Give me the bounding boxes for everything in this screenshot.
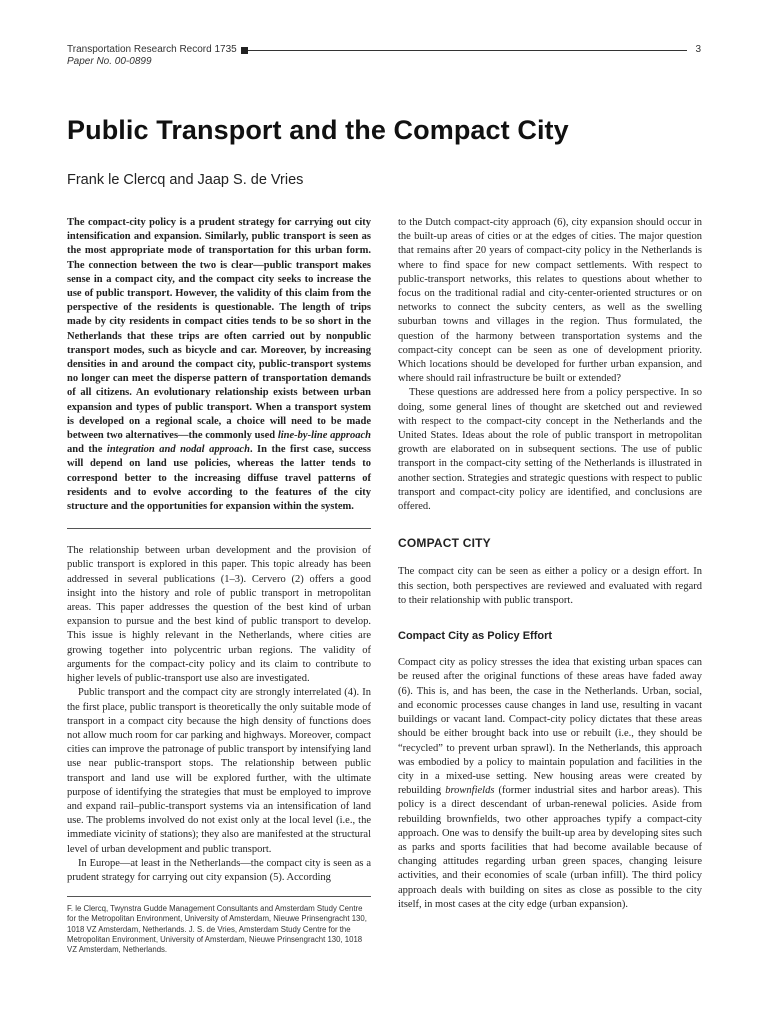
body-emphasis: brownfields: [445, 785, 495, 797]
header-rule: [248, 50, 688, 51]
journal-name: Transportation Research Record 1735: [67, 44, 237, 55]
abstract-emphasis: integration and nodal approach: [106, 444, 250, 456]
running-head: [67, 44, 701, 68]
abstract: [67, 216, 371, 514]
abstract-emphasis: line-by-line approach: [277, 430, 371, 442]
body-paragraph: These questions are addressed here from a policy perspective. In so doing, some general lines of thought are sketched out and reviewed with respect to the compact-city concept in the Netherlands and the United States. Ideas about the role of public transport in metropolitan growth are elaborated on in subsequent sections. The use of public transport in the compact-city setting of the Netherlands is illustrated in another section. Strategies and strategic questions with respect to public transport and compact-city policy are identified, and conclusions are offered.: [398, 387, 702, 513]
running-head-top-line: [67, 44, 701, 56]
subsection-heading: Compact City as Policy Effort: [398, 630, 553, 643]
body-paragraph: Public transport and the compact city are strongly interrelated (4). In the first place, public transport is theoretically the only suitable mode of transport in a compact city because the high density of functions does not allow much room for car parking and highways. Moreover, compact cities can improve the patronage of public transport by intensifying land use near public-transport stops. The relationship between public transport and land use will be explored further, with the ultimate purpose of identifying the strategies that must be employed to improve and expand rail–public-transport systems via an intensification of land use. The problems involved do not exist only at the local level (i.e., the immediate vicinity of stations); they also are manifested at the structural level of urban development and public transport.: [67, 687, 371, 855]
body-paragraph: The compact city can be seen as either a policy or a design effort. In this section, both perspectives are reviewed and evaluated with regard to their relationship with public transport.: [398, 566, 702, 606]
footnote-text: F. le Clercq, Twynstra Gudde Management Consultants and Amsterdam Study Centre for the Metropolitan Environment, University of Amsterdam, Nieuwe Prinsengracht 130, 1018 VZ Amsterdam, Netherlands. J. S. de Vries, Amsterdam Study Centre for the Metropolitan Environment, University of Amsterdam, Nieuwe Prinsengracht 130, 1018 VZ Amsterdam, Netherlands.: [67, 904, 367, 954]
paper-number: Paper No. 00-0899: [67, 56, 152, 67]
footnote-rule: [67, 896, 371, 897]
body-text: Compact city as policy stresses the idea that existing urban spaces can be reused after the original functions of these areas have faded away (6). This is, and has been, the case in the Netherlands. Urban, social, and economic processes cause changes in land use, resulting in vacant buildings or vacant land. Compact-city policy dictates that these areas should be either brought back into use or rebuilt (i.e., they should be “recycled” to prevent urban sprawl). In the Netherlands, this approach was embodied by a policy to maintain population and facilities in the city in a mixed-use setting. New housing areas were created by rebuilding: [398, 657, 702, 797]
article-title: Public Transport and the Compact City: [67, 115, 569, 145]
square-bullet-icon: [241, 47, 248, 54]
abstract-text: and the: [67, 444, 107, 456]
abstract-text: The compact-city policy is a prudent strategy for carrying out city intensification and expansion. Similarly, public transport is seen as the most appropriate mode of transportation for this urban form. The connection between the two is clear—public transport makes sense in a compact city, and the compact city seeks to increase the use of public transport. However, the validity of this claim from the perspective of the residents is questionable. The length of trips made by city residents in compact cities tends to be so short in the Netherlands that these trips are often carried out by nonpublic transport modes, such as bicycle and car. Moreover, by increasing densities in and around the compact city, public-transport systems no longer can meet the disperse pattern of transportation demands of all citizens. An evolutionary relationship exists between urban expansion and types of public transport. When a transport system is developed on a regional scale, a choice will need to be made between two alternatives—the commonly used: [67, 217, 371, 442]
abstract-separator-rule: [67, 528, 371, 529]
body-text: (former industrial sites and harbor areas). This policy is a direct descendant of urban-renewal policies. Aside from rebuilding brownfields, two other approaches typify a compact-city approach. One was to densify the built-up area by developing sites such as parks and sports facilities that had become available because of changing attitudes regarding urban green spaces, changing leisure activities, and their economies of scale (urban infill). The third policy approach deals with building on sites as close as possible to the city itself, in most cases at the city edge (urban expansion).: [398, 785, 702, 910]
body-paragraph: to the Dutch compact-city approach (6), city expansion should occur in the built-up areas of cities or at the edges of cities. The major question that remains after 20 years of compact-city policy in the Netherlands is where to find space for new compact settlements. With respect to public-transport networks, this relates to questions about whether to focus on the traditional radial and city-center-oriented structures or on networks to connect the subcity centers, as well as the swelling suburban towns and villages in the region. Thus formulated, the question of the harmony between transportation systems and the compact-city concept can be seen as one of development priority. Which locations should be developed for further urban expansion, and where should rail infrastructure be built or extended?: [398, 217, 702, 385]
body-text-left: [67, 544, 371, 885]
article-authors: Frank le Clercq and Jaap S. de Vries: [67, 172, 304, 188]
abstract-text: . In the first case, success will depend on land use policies, whereas the latter tends to correspond better to the increasing diffuse travel patterns of residents and to evolve according to the features of the city structure and the opportunities for expansion within the system.: [67, 444, 371, 513]
page-number: 3: [695, 44, 701, 55]
section-heading: COMPACT CITY: [398, 536, 491, 551]
right-column: [398, 216, 702, 912]
left-column: [67, 216, 371, 955]
author-affiliation-footnote: [67, 904, 371, 955]
body-paragraph: In Europe—at least in the Netherlands—the compact city is seen as a prudent strategy for carrying out city expansion (5). According: [67, 857, 371, 883]
abstract-paragraph: [67, 216, 371, 514]
body-paragraph: [398, 656, 702, 912]
body-paragraph: The relationship between urban development and the provision of public transport is explored in this paper. This topic already has been addressed in several publications (1–3). Cervero (2) offers a good insight into the history and role of public transport in metropolitan areas. This paper addresses the question of the best kind of urban expansion to pursue and the best kind of public transport to develop. This issue is highly relevant in the Netherlands, where cities are growing together into polycentric urban regions. The validity of arguments for the compact-city policy and its claim to contribute to higher levels of public-transport use also are investigated.: [67, 545, 371, 685]
